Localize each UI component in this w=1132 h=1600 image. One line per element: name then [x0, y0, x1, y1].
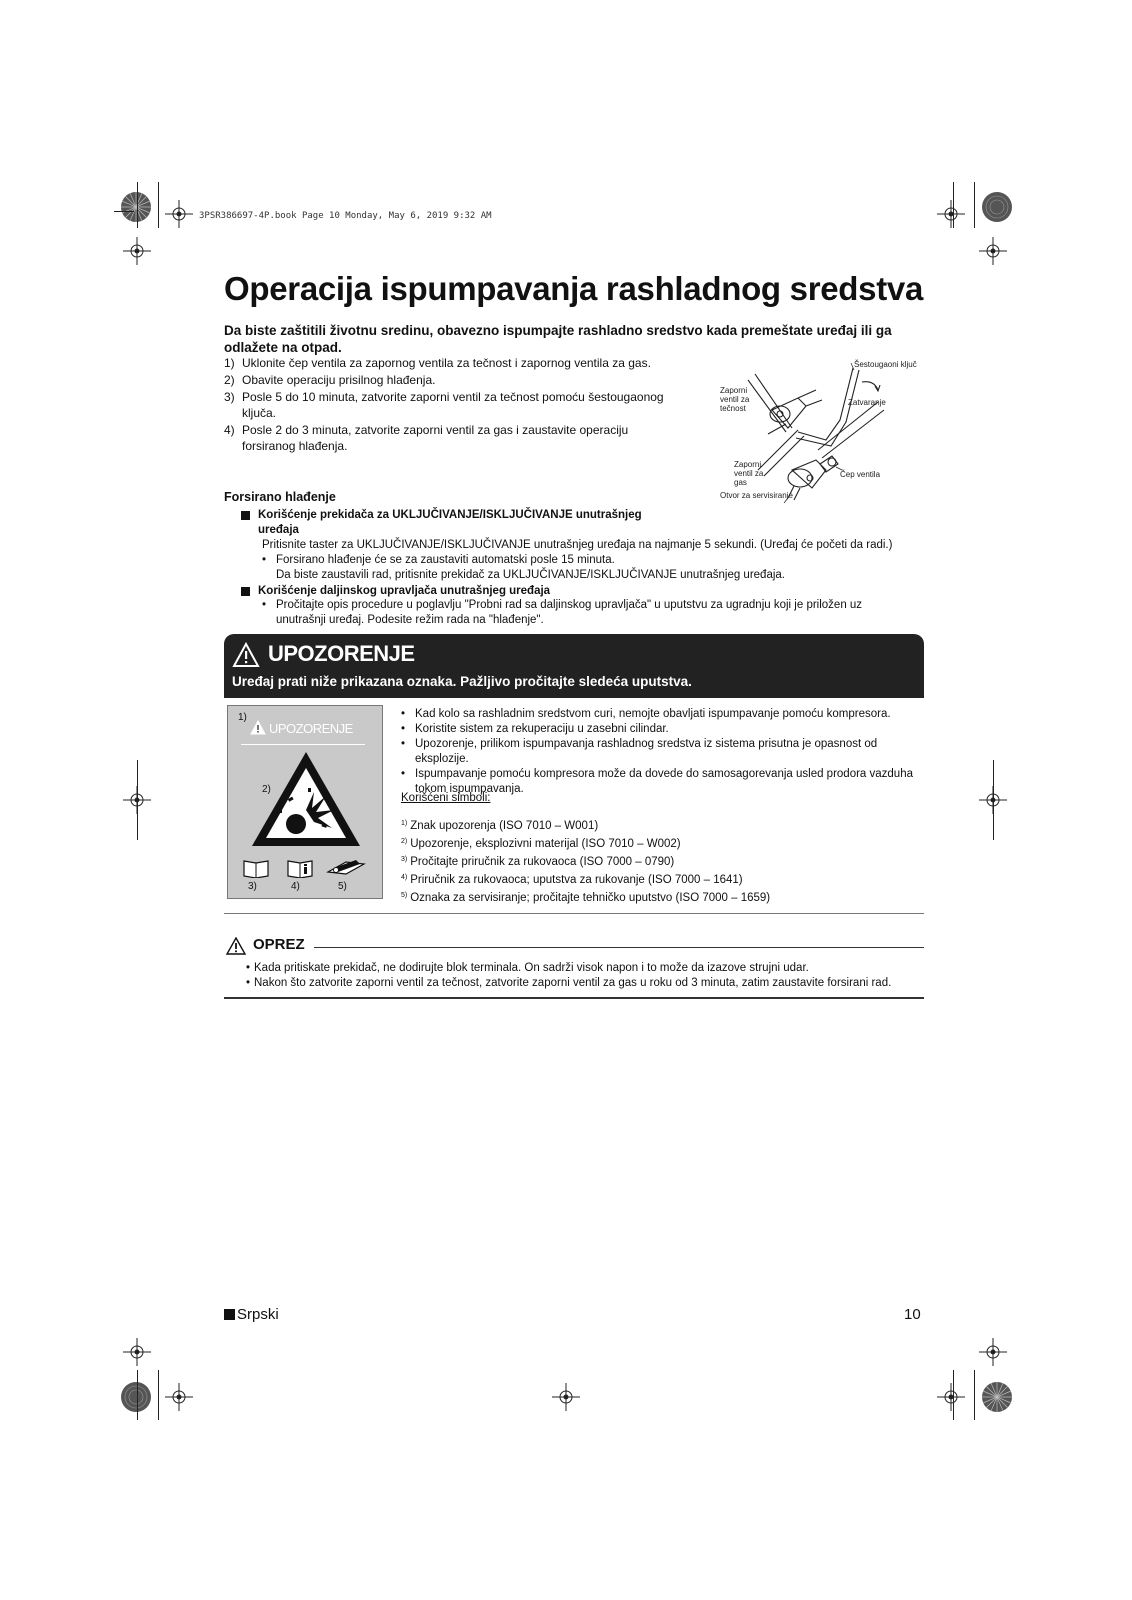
sign-label-5: 5)	[338, 881, 347, 892]
option1-heading	[241, 508, 681, 538]
option2-bullet	[262, 598, 902, 628]
bullet-dot: •	[262, 554, 267, 566]
intro-text: Da biste zaštitili životnu sredinu, obavezno ispumpajte rashladno sredstvo kada premeštate uređaj ili ga odlažete na otpad.	[224, 323, 892, 355]
valve-cap-label: Čep ventila	[840, 470, 881, 479]
print-header: 3PSR386697-4P.book Page 10 Monday, May 6, 2019 9:32 AM	[199, 211, 492, 221]
square-bullet-icon	[224, 1309, 235, 1320]
option1-bullet-continuation: Da biste zaustavili rad, pritisnite prekidač za UKLJUČIVANJE/ISKLJUČIVANJE unutrašnjeg uređaja.	[276, 569, 785, 581]
warning-subtitle: Uređaj prati niže prikazana oznaka. Pažljivo pročitajte sledeća uputstva.	[232, 674, 692, 689]
bullet-dot: •	[401, 708, 406, 720]
option1-heading-text: Korišćenje prekidača za UKLJUČIVANJE/ISKLJUČIVANJE unutrašnjeg uređaja	[258, 509, 642, 536]
registration-disc-icon	[120, 191, 152, 223]
step-number: 3)	[224, 390, 235, 404]
option2-bullet-text: Pročitajte opis procedure u poglavlju "Probni rad sa daljinskog upravljača" u uputstvu za ugradnju koji je priložen uz unutrašnji uređaj. Podesite režim rada na "hlađenje".	[276, 599, 863, 626]
warning-item-text: Koristite sistem za rekuperaciju u zasebni cilindar.	[415, 723, 669, 735]
warning-item-text: Upozorenje, prilikom ispumpavanja rashladnog sredstva iz sistema prisutna je opasnost od eksplozije.	[415, 738, 878, 765]
bullet-dot: •	[401, 738, 406, 750]
symbol-text: Oznaka za servisiranje; pročitajte tehničko uputstvo (ISO 7000 – 1659)	[410, 892, 771, 904]
valve-illustration	[728, 360, 928, 510]
closing-label: Zatvaranje	[848, 398, 886, 407]
warning-title: UPOZORENJE	[268, 641, 415, 666]
crosshair-icon	[979, 1338, 1007, 1366]
symbol-item	[401, 816, 921, 834]
registration-disc-icon	[120, 1381, 152, 1413]
manual-info-icon	[286, 858, 314, 878]
sign-text: UPOZORENJE	[269, 721, 353, 736]
crosshair-icon	[165, 1383, 193, 1411]
warning-list	[401, 707, 921, 797]
caution-triangle-icon	[226, 937, 246, 955]
footer-language-text: Srpski	[237, 1306, 279, 1323]
bullet-dot: •	[262, 599, 267, 611]
list-item	[401, 722, 921, 737]
step-item	[224, 422, 664, 454]
bullet-dot: •	[401, 768, 406, 780]
symbol-item	[401, 870, 921, 888]
step-item	[224, 372, 664, 388]
bullet-dot: •	[401, 723, 406, 735]
step-number: 2)	[224, 373, 235, 387]
step-text: Uklonite čep ventila za zapornog ventila za tečnost i zapornog ventila za gas.	[242, 356, 651, 370]
symbol-index: 5)	[401, 892, 408, 899]
page-number: 10	[904, 1306, 921, 1323]
symbol-item	[401, 888, 921, 906]
crosshair-icon	[937, 1383, 965, 1411]
crosshair-icon	[165, 200, 193, 228]
divider	[224, 997, 924, 999]
bullet-dot: •	[246, 977, 251, 989]
service-port-label: Otvor za servisiranje	[720, 491, 793, 500]
crosshair-icon	[123, 1338, 151, 1366]
symbol-text: Znak upozorenja (ISO 7010 – W001)	[410, 820, 599, 832]
forced-cooling-heading: Forsirano hlađenje	[224, 490, 336, 504]
option1-bullet	[262, 553, 922, 583]
symbol-index: 4)	[401, 874, 408, 881]
option2-heading-text: Korišćenje daljinskog upravljača unutrašnjeg uređaja	[258, 585, 551, 597]
square-bullet-icon	[241, 587, 250, 596]
gas-valve-label: Zaporni ventil za gas	[734, 460, 764, 487]
symbol-index: 3)	[401, 856, 408, 863]
symbols-heading: Korišćeni simboli:	[401, 792, 491, 804]
sign-label-4: 4)	[291, 881, 300, 892]
valve-figure	[720, 360, 928, 510]
list-item	[401, 707, 921, 722]
caution-item-text: Nakon što zatvorite zaporni ventil za tečnost, zatvorite zaporni ventil za gas u roku od 3 minuta, zatim zaustavite forsirani rad.	[254, 977, 892, 989]
read-manual-icon	[242, 858, 270, 878]
symbol-text: Upozorenje, eksplozivni materijal (ISO 7010 – W002)	[410, 838, 681, 850]
sign-label-3: 3)	[248, 881, 257, 892]
caution-list	[246, 961, 926, 991]
hex-key-label: Šestougaoni ključ	[854, 360, 917, 369]
warning-item-text: Ispumpavanje pomoću kompresora može da dovede do samosagorevanja usled prodora vazduha tokom ispumpavanja.	[415, 768, 913, 795]
page-title: Operacija ispumpavanja rashladnog sredstva	[224, 270, 924, 307]
step-number: 1)	[224, 356, 235, 370]
symbol-index: 2)	[401, 838, 408, 845]
service-manual-icon	[326, 856, 366, 878]
liquid-valve-label: Zaporni ventil za tečnost	[720, 386, 750, 413]
caution-rule	[314, 947, 924, 948]
step-number: 4)	[224, 423, 235, 437]
warning-triangle-icon	[232, 642, 260, 668]
crosshair-icon	[937, 200, 965, 228]
divider	[224, 913, 924, 914]
option1-bullet-body	[276, 553, 785, 583]
symbol-text: Pročitajte priručnik za rukovaoca (ISO 7000 – 0790)	[410, 856, 675, 868]
list-item	[401, 737, 921, 767]
list-item	[246, 976, 926, 991]
bullet-dot: •	[246, 962, 251, 974]
step-text: Posle 2 do 3 minuta, zatvorite zaporni ventil za gas i zaustavite operaciju forsiranog hlađenja.	[242, 423, 629, 453]
option2-heading	[241, 584, 841, 599]
symbol-index: 1)	[401, 820, 408, 827]
step-text: Posle 5 do 10 minuta, zatvorite zaporni ventil za tečnost pomoću šestougaonog ključa.	[242, 390, 664, 420]
step-text: Obavite operaciju prisilnog hlađenja.	[242, 373, 436, 387]
caution-title: OPREZ	[253, 936, 309, 953]
symbol-text: Priručnik za rukovaoca; uputstva za rukovanje (ISO 7000 – 1641)	[410, 874, 743, 886]
step-item	[224, 389, 664, 421]
symbol-item	[401, 834, 921, 852]
warning-sign-image	[227, 705, 383, 899]
option1-text: Pritisnite taster za UKLJUČIVANJE/ISKLJUČIVANJE unutrašnjeg uređaja na najmanje 5 sekundi. (Uređaj će početi da radi.)	[262, 539, 893, 551]
sign-label-2: 2)	[262, 784, 271, 795]
crosshair-icon	[552, 1383, 580, 1411]
caution-header	[224, 936, 924, 958]
warning-banner	[224, 634, 924, 698]
symbols-list	[401, 816, 921, 906]
crosshair-icon	[979, 237, 1007, 265]
explosive-material-icon	[248, 748, 364, 850]
option1-bullet-text: Forsirano hlađenje će se za zaustaviti automatski posle 15 minuta.	[276, 554, 615, 566]
square-bullet-icon	[241, 511, 250, 520]
crosshair-icon	[123, 237, 151, 265]
steps-list	[224, 355, 664, 455]
caution-item-text: Kada pritiskate prekidač, ne dodirujte blok terminala. On sadrži visok napon i to može da izazove strujni udar.	[254, 962, 809, 974]
list-item	[246, 961, 926, 976]
small-warning-triangle-icon	[250, 720, 266, 735]
registration-disc-icon	[981, 191, 1013, 223]
symbol-item	[401, 852, 921, 870]
warning-item-text: Kad kolo sa rashladnim sredstvom curi, nemojte obavljati ispumpavanje pomoću kompresora.	[415, 708, 891, 720]
step-item	[224, 355, 664, 371]
registration-disc-icon	[981, 1381, 1013, 1413]
sign-label-1: 1)	[238, 712, 247, 723]
footer-language	[224, 1306, 279, 1323]
